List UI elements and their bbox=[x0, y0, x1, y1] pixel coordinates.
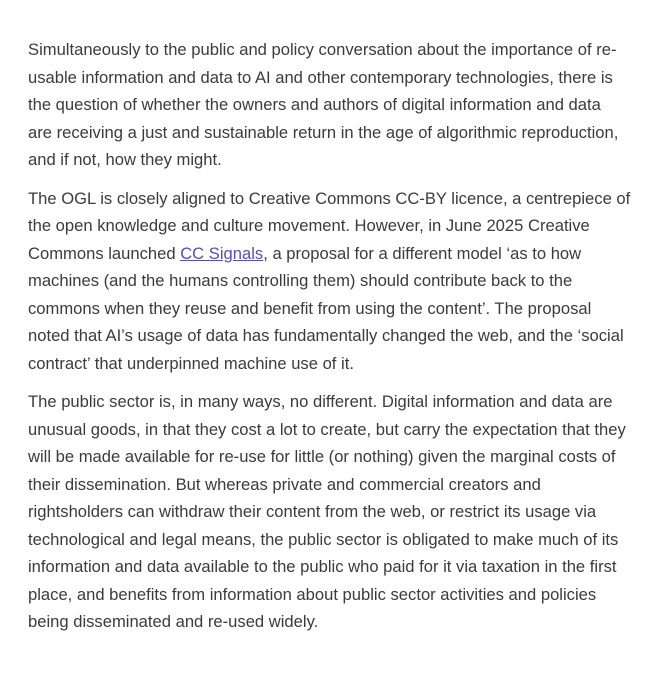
text-line bbox=[28, 240, 638, 268]
paragraph-2 bbox=[28, 185, 638, 378]
text-line: The OGL is closely aligned to Creative Commons CC-BY licence, a centrepiece of bbox=[28, 188, 631, 208]
text-line: information and data available to the public who paid for it via taxation in the first bbox=[28, 557, 617, 576]
paragraph-1 bbox=[28, 36, 638, 174]
text-line: technological and legal means, the public sector is obligated to make much of its bbox=[28, 529, 619, 549]
text-line: unusual goods, in that they cost a lot to create, but carry the expectation that they bbox=[28, 419, 626, 439]
article-body bbox=[28, 36, 638, 647]
text-line: rightsholders can withdraw their content from the web, or restrict its usage via bbox=[28, 502, 597, 521]
text-line: the open knowledge and culture movement. However, in June 2025 Creative bbox=[28, 216, 590, 235]
text-line: their dissemination. But whereas private and commercial creators and bbox=[28, 474, 541, 494]
text-line: noted that AI’s usage of data has fundamentally changed the web, and the ‘social bbox=[28, 326, 624, 345]
text-line: being disseminated and re-used widely. bbox=[28, 612, 319, 631]
text-line: will be made available for re-use for little (or nothing) given the marginal costs of bbox=[28, 447, 616, 466]
text-line: commons when they reuse and benefit from using the content’. The proposal bbox=[28, 298, 592, 318]
text-line: contract’ that underpinned machine use of it. bbox=[28, 353, 354, 373]
text-line: place, and benefits from information about public sector activities and policies bbox=[28, 584, 597, 604]
text-segment: Commons launched bbox=[28, 243, 181, 263]
text-line: usable information and data to AI and other contemporary technologies, there is bbox=[28, 67, 613, 87]
cc-signals-link[interactable]: CC Signals bbox=[180, 243, 264, 263]
text-line: The public sector is, in many ways, no different. Digital information and data are bbox=[28, 392, 613, 411]
text-line: the question of whether the owners and authors of digital information and data bbox=[28, 95, 601, 114]
text-line: are receiving a just and sustainable return in the age of algorithmic reproduction, bbox=[28, 122, 619, 142]
paragraph-3 bbox=[28, 388, 638, 636]
text-segment: , a proposal for a different model ‘as to how bbox=[263, 243, 582, 263]
text-line: machines (and the humans controlling them) should contribute back to the bbox=[28, 271, 573, 290]
text-line: Simultaneously to the public and policy conversation about the importance of re- bbox=[28, 40, 617, 59]
text-line: and if not, how they might. bbox=[28, 150, 222, 169]
